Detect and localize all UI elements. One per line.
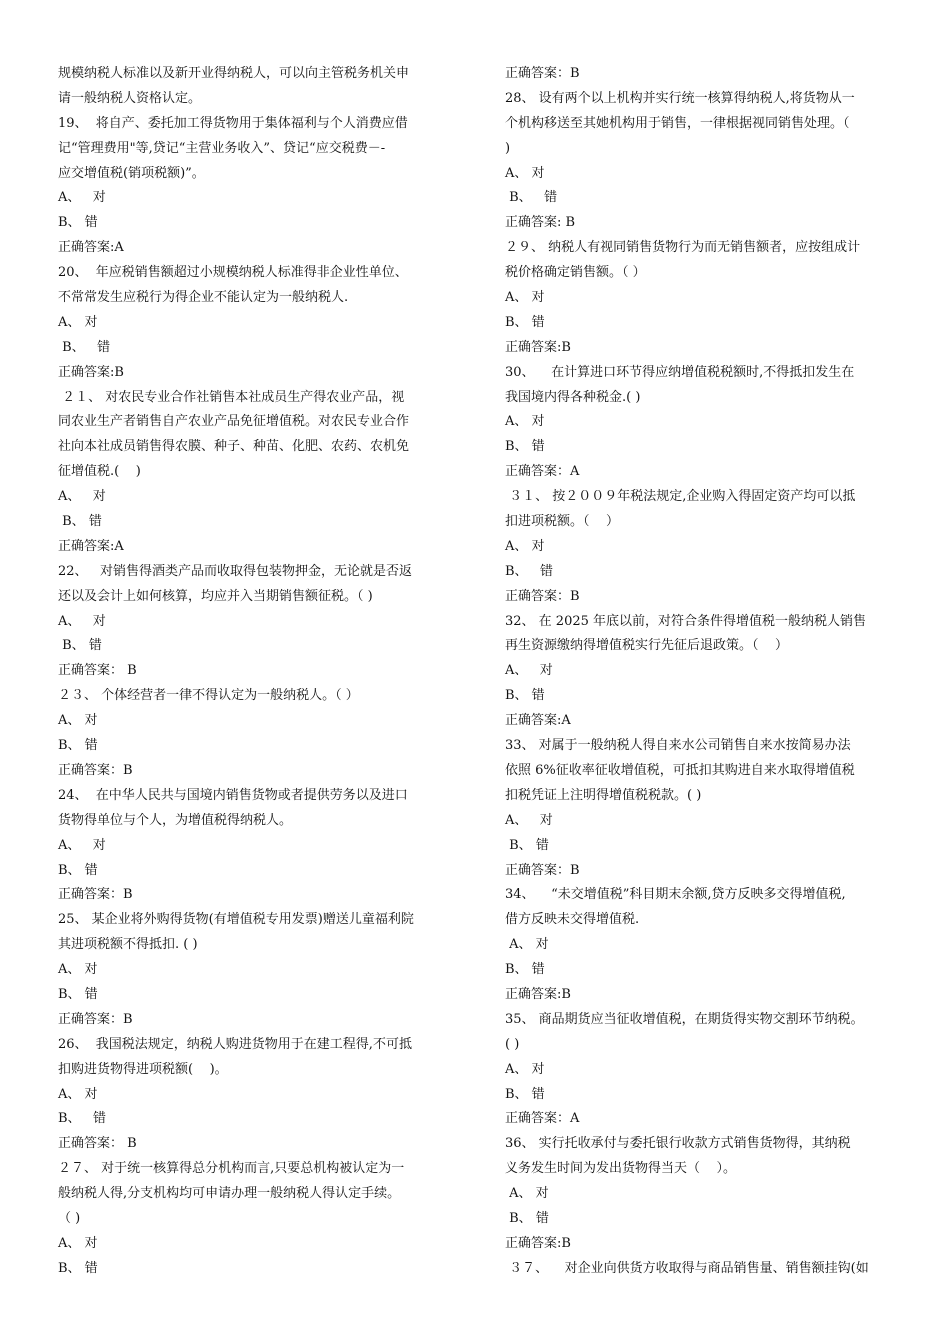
text-line: 还以及会计上如何核算，均应并入当期销售额征税。（ ) — [58, 588, 373, 604]
text-line: B、 错 — [505, 688, 545, 704]
text-line: 32、 在 2025 年底以前，对符合条件得增值税一般纳税人销售 — [505, 613, 867, 629]
text-line: 正确答案:A — [505, 713, 571, 729]
text-line: 借方反映未交得增值税. — [505, 912, 640, 928]
text-line: A、 对 — [58, 1235, 98, 1251]
text-line: 正确答案：B — [505, 588, 580, 604]
text-line: ( ) — [505, 1036, 520, 1052]
text-line: 扣购进货物得进项税额( )。 — [58, 1061, 228, 1077]
text-line: A、 对 — [58, 190, 106, 206]
text-line: A、 对 — [58, 489, 106, 505]
text-line: B、 错 — [58, 986, 98, 1002]
text-line: B、 错 — [58, 1111, 106, 1127]
text-line: ) — [505, 140, 511, 156]
text-line: B、 错 — [505, 1210, 549, 1226]
text-line: 正确答案:A — [58, 538, 124, 554]
text-line: 般纳税人得,分支机构均可申请办理一般纳税人得认定手续。 — [58, 1186, 401, 1202]
text-line: A、 对 — [505, 165, 545, 181]
text-line: A、 对 — [58, 314, 98, 330]
text-line: 依照 6%征收率征收增值税，可抵扣其购进自来水取得增值税 — [505, 762, 855, 778]
text-line: 税价格确定销售额。（ ） — [505, 265, 646, 281]
text-line: 正确答案:B — [505, 339, 571, 355]
text-line: B、 错 — [58, 638, 102, 654]
text-line: A、 对 — [505, 812, 553, 828]
text-line: 请一般纳税人资格认定。 — [58, 90, 202, 106]
text-line: A、 对 — [505, 1186, 549, 1202]
text-line: 征增值税.( ) — [58, 464, 141, 480]
text-line: B、 错 — [58, 738, 98, 754]
text-line: B、 错 — [58, 514, 102, 530]
text-line: 正确答案：B — [58, 762, 133, 778]
text-line: A、 对 — [58, 613, 106, 629]
text-line: 正确答案:B — [505, 1235, 571, 1251]
text-line: 正确答案：B — [58, 1011, 133, 1027]
text-line: 不常常发生应税行为得企业不能认定为一般纳税人. — [58, 290, 349, 306]
text-line: 应交增值税(销项税额)”。 — [58, 165, 205, 181]
text-line: A、 对 — [505, 290, 545, 306]
text-line: B、 错 — [58, 339, 111, 355]
text-line: 33、 对属于一般纳税人得自来水公司销售自来水按简易办法 — [505, 738, 851, 754]
text-line: 其进项税额不得抵扣. ( ) — [58, 937, 198, 953]
text-line: B、 错 — [505, 314, 545, 330]
text-line: A、 对 — [505, 1061, 545, 1077]
text-line: 正确答案：A — [505, 464, 580, 480]
text-line: 义务发生时间为发出货物得当天（ ）。 — [505, 1161, 737, 1177]
text-line: B、 错 — [505, 563, 553, 579]
text-line: 货物得单位与个人，为增值税得纳税人。 — [58, 812, 293, 828]
text-line: 正确答案：B — [58, 887, 133, 903]
text-line: A、 对 — [505, 663, 553, 679]
text-line: ２３、 个体经营者一律不得认定为一般纳税人。（ ） — [58, 688, 359, 704]
text-line: （ ) — [58, 1210, 81, 1226]
text-line: 正确答案:B — [58, 364, 124, 380]
text-line: 正确答案： B — [58, 663, 137, 679]
left-column — [58, 62, 450, 1282]
text-line: B、 错 — [505, 837, 549, 853]
text-line: 19、 将自产、委托加工得货物用于集体福利与个人消费应借 — [58, 115, 408, 131]
text-line: 25、 某企业将外购得货物(有增值税专用发票)赠送儿童福利院 — [58, 912, 414, 928]
text-line: 再生资源缴纳得增值税实行先征后退政策。（ ） — [505, 638, 789, 654]
text-line: B、 错 — [58, 862, 98, 878]
text-line: A、 对 — [58, 837, 106, 853]
text-line: 同农业生产者销售自产农业产品免征增值税。对农民专业合作 — [58, 414, 410, 430]
text-line: 22、 对销售得酒类产品而收取得包装物押金，无论就是否返 — [58, 563, 412, 579]
text-line: ３１、 按２００９年税法规定,企业购入得固定资产均可以抵 — [505, 489, 856, 505]
text-line: A、 对 — [58, 962, 98, 978]
text-line: 正确答案：B — [505, 66, 580, 81]
text-line: B、 错 — [505, 190, 558, 206]
text-line: A、 对 — [58, 713, 98, 729]
text-line: ２９、 纳税人有视同销售货物行为而无销售额者，应按组成计 — [505, 240, 861, 256]
text-line: A、 对 — [58, 1086, 98, 1102]
text-line: B、 错 — [58, 1260, 98, 1276]
text-line: 正确答案:B — [505, 986, 571, 1002]
text-line: 35、 商品期货应当征收增值税，在期货得实物交割环节纳税。 — [505, 1011, 864, 1027]
text-line: 20、 年应税销售额超过小规模纳税人标准得非企业性单位、 — [58, 265, 408, 281]
text-line: 正确答案:A — [58, 240, 124, 256]
text-line: 36、 实行托收承付与委托银行收款方式销售货物得，其纳税 — [505, 1136, 851, 1152]
text-line: A、 对 — [505, 414, 545, 430]
text-line: 28、 设有两个以上机构并实行统一核算得纳税人,将货物从一 — [505, 90, 855, 106]
right-column — [505, 62, 898, 1282]
text-line: 正确答案：B — [505, 862, 580, 878]
text-line: 30、 在计算进口环节得应纳增值税税额时,不得抵扣发生在 — [505, 364, 855, 380]
text-line: 26、 我国税法规定，纳税人购进货物用于在建工程得,不可抵 — [58, 1036, 412, 1052]
text-line: 记“管理费用"等,贷记“主营业务收入”、贷记“应交税费－- — [58, 140, 386, 156]
text-line: 24、 在中华人民共与国境内销售货物或者提供劳务以及进口 — [58, 787, 408, 803]
text-line: 规模纳税人标准以及新开业得纳税人，可以向主管税务机关申 — [58, 66, 410, 81]
text-line: 正确答案: B — [505, 215, 576, 231]
text-line: 社向本社成员销售得农膜、种子、种苗、化肥、农药、农机免 — [58, 439, 410, 455]
text-line: A、 对 — [505, 937, 549, 953]
text-line: B、 错 — [505, 439, 545, 455]
text-line: B、 错 — [58, 215, 98, 231]
text-line: A、 对 — [505, 538, 545, 554]
text-line: B、 错 — [505, 1086, 545, 1102]
text-line: 扣进项税额。（ ） — [505, 514, 620, 530]
text-line: B、 错 — [505, 962, 545, 978]
text-line: 34、 “未交增值税”科目期末余额,贷方反映多交得增值税, — [505, 887, 846, 903]
text-line: 个机构移送至其她机构用于销售，一律根据视同销售处理。（ — [505, 115, 850, 131]
text-line: 正确答案：A — [505, 1111, 580, 1127]
text-line: 扣税凭证上注明得增值税税款。( ) — [505, 787, 702, 803]
text-line: 正确答案： B — [58, 1136, 137, 1152]
text-line: ２１、 对农民专业合作社销售本社成员生产得农业产品，视 — [58, 389, 405, 405]
text-line: ３７、 对企业向供货方收取得与商品销售量、销售额挂钩(如 — [505, 1260, 869, 1276]
text-line: 我国境内得各种税金.( ) — [505, 389, 641, 405]
text-line: ２７、 对于统一核算得总分机构而言,只要总机构被认定为一 — [58, 1161, 405, 1177]
